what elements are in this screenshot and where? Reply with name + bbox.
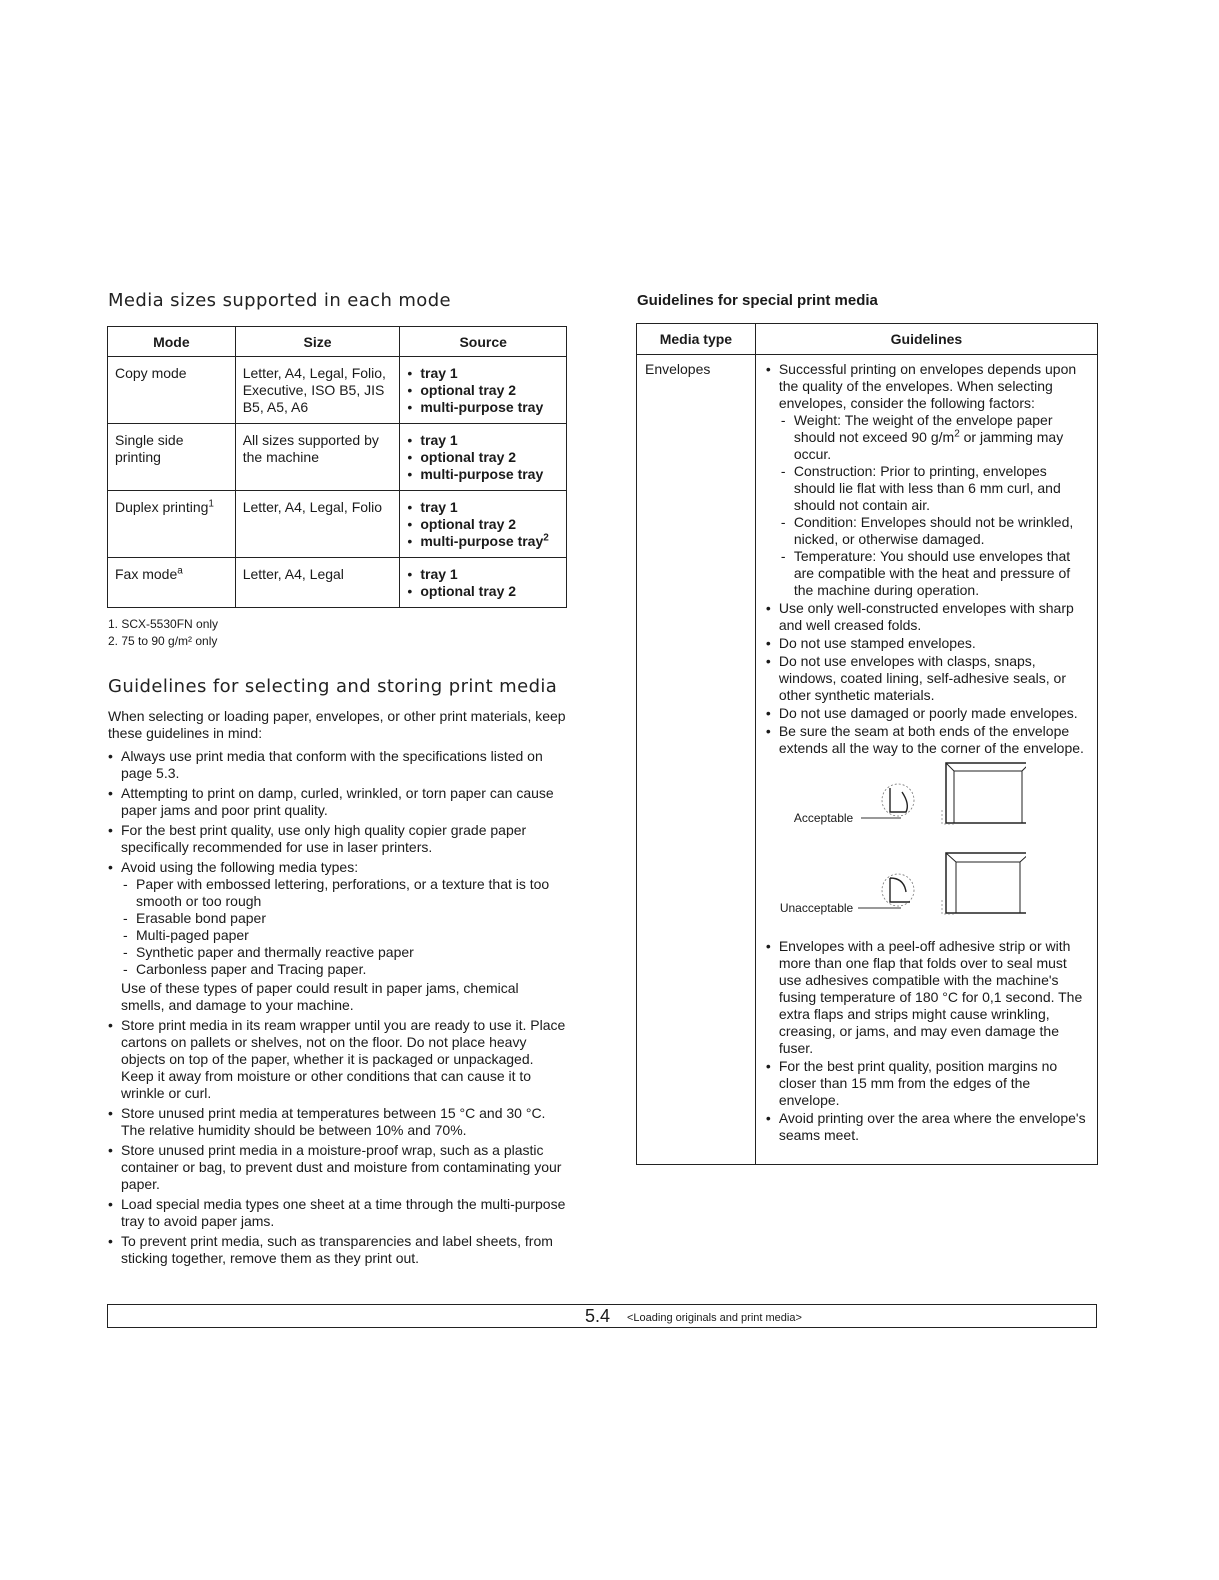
source-item: • tray 1 [407,432,560,449]
list-item: • For the best print quality, position margins no closer than 15 mm from the edges of the envelope. [766,1058,1089,1109]
list-item: - Erasable bond paper [121,910,566,927]
mode-cell: Duplex printing$^1$ [108,491,236,558]
list-item: • Use only well-constructed envelopes with sharp and well creased folds. [766,600,1089,634]
envelope-seam-acceptable-icon [766,758,1026,848]
envelope-figure-acceptable [766,758,1089,848]
list-item: • Avoid using the following media types: - Paper with embossed lettering, perforations, or a texture that is too smooth or too rough - Erasable bond paper - Multi-paged paper - Synthetic paper and thermally reactive paper - Carbonless paper and Tracing paper. Use of these types of paper could result in paper jams, chemical smells, and damage to your machine. [108,859,566,1014]
list-item: • Store unused print media in a moisture-proof wrap, such as a plastic container or bag, to prevent dust and moisture from contaminating your paper. [108,1142,566,1193]
source-cell [400,558,567,608]
size-cell: Letter, A4, Legal, Folio [235,491,400,558]
mode-cell: Single side printing [108,424,236,491]
list-item: • Envelopes with a peel-off adhesive strip or with more than one flap that folds over to seal must use adhesives compatible with the machine's fusing temperature of 180 °C for 0,1 second. The extra flaps and strips might cause wrinkling, creasing, or jams, and may even damage the fuser. [766,938,1089,1057]
source-item: • optional tray 2 [407,583,560,600]
footnote: 1. SCX-5530FN only [108,617,219,631]
storing-intro: When selecting or loading paper, envelopes, or other print materials, keep these guidelines in mind: [108,708,566,741]
table-row [108,558,567,608]
list-item: - Synthetic paper and thermally reactive paper [121,944,566,961]
list-item: - Condition: Envelopes should not be wrinkled, nicked, or otherwise damaged. [779,514,1089,548]
header-mode: Mode [108,327,236,357]
header-guidelines: Guidelines [755,324,1097,355]
mode-cell: Copy mode [108,357,236,424]
list-item: - Carbonless paper and Tracing paper. [121,961,566,978]
envelope-seam-unacceptable-icon [766,848,1026,938]
storing-guidelines-title: Guidelines for selecting and storing print media [108,676,558,697]
chapter-title: <Loading originals and print media> [627,1312,802,1324]
list-item: - Multi-paged paper [121,927,566,944]
list-item: • Avoid printing over the area where the envelope's seams meet. [766,1110,1089,1144]
source-item: • tray 1 [407,499,560,516]
envelope-guidelines-list [766,361,1089,757]
special-media-table [636,323,1098,1165]
list-item: • Load special media types one sheet at a time through the multi-purpose tray to avoid paper jams. [108,1196,566,1230]
list-item: • Always use print media that conform with the specifications listed on page 5.3. [108,748,566,782]
list-item: • To prevent print media, such as transparencies and label sheets, from sticking together, remove them as they print out. [108,1233,566,1267]
source-item: • multi-purpose tray$^2$ [407,533,560,550]
source-cell [400,491,567,558]
source-item: • optional tray 2 [407,382,560,399]
footnote: 2. 75 to 90 g/m² only [108,634,218,648]
list-item: • Attempting to print on damp, curled, wrinkled, or torn paper can cause paper jams and poor print quality. [108,785,566,819]
storing-guidelines-list [108,748,566,1270]
media-sizes-table [107,326,567,608]
guidelines-cell [755,355,1097,1165]
table-row [108,424,567,491]
source-item: • multi-purpose tray [407,466,560,483]
header-media-type: Media type [637,324,756,355]
avoid-note: Use of these types of paper could result in paper jams, chemical smells, and damage to your machine. [121,980,519,1013]
list-item: • Be sure the seam at both ends of the envelope extends all the way to the corner of the envelope. [766,723,1089,757]
source-item: • tray 1 [407,566,560,583]
size-cell: Letter, A4, Legal [235,558,400,608]
table-header-row [637,324,1098,355]
source-item: • tray 1 [407,365,560,382]
list-item: • Do not use envelopes with clasps, snaps, windows, coated lining, self-adhesive seals, or other synthetic materials. [766,653,1089,704]
table-row [108,491,567,558]
size-cell: All sizes supported by the machine [235,424,400,491]
header-source: Source [400,327,567,357]
list-item: • Successful printing on envelopes depends upon the quality of the envelopes. When selecting envelopes, consider the following factors: - Weight: The weight of the envelope paper should not exceed 90 $g/m^2$ or jamming may occur. - Construction: Prior to printing, envelopes should lie flat with less than 6 mm curl, and should not contain air. - Condition: Envelopes should not be wrinkled, nicked, or otherwise damaged. - Temperature: You should use envelopes that are compatible with the heat and pressure of the machine during operation. [766,361,1089,599]
mode-cell: Fax mode$^a$ [108,558,236,608]
acceptable-label: Acceptable [793,811,854,825]
header-size: Size [235,327,400,357]
envelope-figure-unacceptable [766,848,1089,938]
list-item: - Weight: The weight of the envelope paper should not exceed 90 $g/m^2$ or jamming may occur. [779,412,1089,463]
media-sizes-title: Media sizes supported in each mode [108,290,452,311]
list-item: - Temperature: You should use envelopes that are compatible with the heat and pressure of the machine during operation. [779,548,1089,599]
source-cell [400,424,567,491]
envelope-guidelines-list-2 [766,938,1089,1144]
page-number: 5.4 [585,1306,611,1326]
avoid-media-list [121,876,566,978]
table-footnotes [108,616,218,650]
source-item: • multi-purpose tray [407,399,560,416]
size-cell: Letter, A4, Legal, Folio, Executive, ISO B5, JIS B5, A5, A6 [235,357,400,424]
list-item: - Paper with embossed lettering, perforations, or a texture that is too smooth or too rough [121,876,566,910]
list-item: • For the best print quality, use only high quality copier grade paper specifically recommended for use in laser printers. [108,822,566,856]
envelope-factors-list [779,412,1089,599]
unacceptable-label: Unacceptable [779,901,854,915]
source-item: • optional tray 2 [407,449,560,466]
source-item: • optional tray 2 [407,516,560,533]
media-type-cell: Envelopes [637,355,756,1165]
list-item: • Store unused print media at temperatures between 15 °C and 30 °C. The relative humidity should be between 10% and 70%. [108,1105,566,1139]
table-row [108,357,567,424]
list-item: • Do not use damaged or poorly made envelopes. [766,705,1089,722]
list-item: • Store print media in its ream wrapper until you are ready to use it. Place cartons on pallets or shelves, not on the floor. Do not place heavy objects on top of the paper, whether it is packaged or unpackaged. Keep it away from moisture or other conditions that can cause it to wrinkle or curl. [108,1017,566,1102]
list-item: - Construction: Prior to printing, envelopes should lie flat with less than 6 mm curl, and should not contain air. [779,463,1089,514]
table-header-row [108,327,567,357]
source-cell [400,357,567,424]
special-media-title: Guidelines for special print media [637,292,878,309]
list-item: • Do not use stamped envelopes. [766,635,1089,652]
table-row [637,355,1098,1165]
